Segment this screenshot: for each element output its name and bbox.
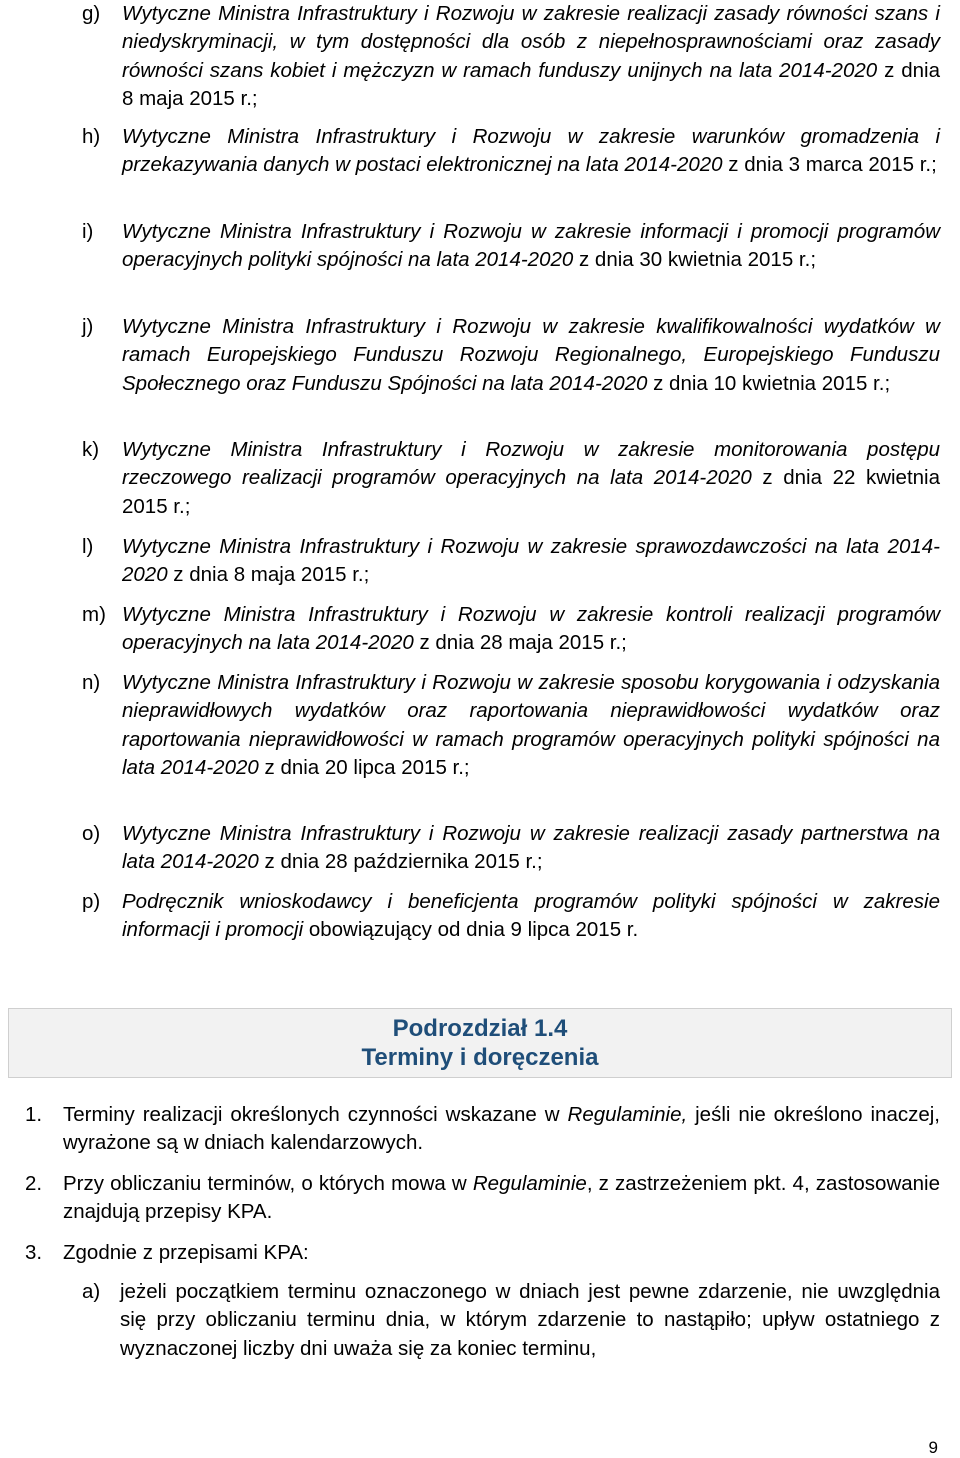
list-item <box>82 669 940 783</box>
list-item-text: Wytyczne Ministra Infrastruktury i Rozwoju w zakresie sprawozdawczości na lata 2014-2020 z dnia 8 maja 2015 r.; <box>122 535 940 587</box>
list-item-label: i) <box>82 220 94 243</box>
list-item <box>82 888 940 945</box>
numbered-item <box>25 1101 940 1158</box>
list-item-label: o) <box>82 822 101 845</box>
list-item-text: Wytyczne Ministra Infrastruktury i Rozwoju w zakresie monitorowania postępu rzeczowego realizacji programów operacyjnych na lata 2014-2020 z dnia 22 kwietnia 2015 r.; <box>122 438 941 518</box>
list-item-label: h) <box>82 125 101 148</box>
numbered-item <box>25 1239 940 1267</box>
section-number: Podrozdział 1.4 <box>392 1015 568 1042</box>
numbered-item <box>25 1170 940 1227</box>
list-item-label: n) <box>82 671 101 694</box>
list-item <box>82 533 940 590</box>
section-heading <box>8 1008 952 1078</box>
list-item-text: Wytyczne Ministra Infrastruktury i Rozwoju w zakresie sposobu korygowania i odzyskania nieprawidłowych wydatków oraz raportowania nieprawidłowości wydatków oraz raportowania nieprawidłowości w ramach programów operacyjnych polityki spójności na lata 2014-2020 z dnia 20 lipca 2015 r.; <box>122 671 940 780</box>
list-item <box>82 820 940 877</box>
list-item-text: Wytyczne Ministra Infrastruktury i Rozwoju w zakresie realizacji zasady równości szans i niedyskryminacji, w tym dostępności dla osób z niepełnosprawnościami oraz zasady równości szans kobiet i mężczyzn w ramach funduszy unijnych na lata 2014-2020 z dnia 8 maja 2015 r.; <box>122 2 941 111</box>
list-item-text: Podręcznik wnioskodawcy i beneficjenta programów polityki spójności w zakresie informacji i promocji obowiązujący od dnia 9 lipca 2015 r. <box>122 890 940 942</box>
list-item-label: k) <box>82 438 100 461</box>
sub-item-text: jeżeli początkiem terminu oznaczonego w dniach jest pewne zdarzenie, nie uwzględnia się przy obliczaniu terminu dnia, w którym zdarzenie to nastąpiło; upływ ostatniego z wyznaczonej liczby dni uważa się za koniec terminu, <box>120 1280 940 1360</box>
sub-item <box>82 1278 940 1363</box>
page-number: 9 <box>928 1438 938 1457</box>
numbered-item-label: 1. <box>25 1103 43 1126</box>
list-item-text: Wytyczne Ministra Infrastruktury i Rozwoju w zakresie realizacji zasady partnerstwa na lata 2014-2020 z dnia 28 października 2015 r.; <box>122 822 940 874</box>
list-item <box>82 0 940 114</box>
list-item-label: g) <box>82 2 101 25</box>
list-item-text: Wytyczne Ministra Infrastruktury i Rozwoju w zakresie kwalifikowalności wydatków w ramach Europejskiego Funduszu Rozwoju Regionalnego, Europejskiego Funduszu Społecznego oraz Funduszu Spójności na lata 2014-2020 z dnia 10 kwietnia 2015 r.; <box>122 315 940 395</box>
numbered-item-text: Terminy realizacji określonych czynności wskazane w Regulaminie, jeśli nie określono inaczej, wyrażone są w dniach kalendarzowych. <box>63 1103 940 1155</box>
list-item-label: j) <box>82 315 94 338</box>
numbered-item-text: Przy obliczaniu terminów, o których mowa w Regulaminie, z zastrzeżeniem pkt. 4, zastosowanie znajdują przepisy KPA. <box>63 1172 941 1224</box>
list-item <box>82 218 940 275</box>
list-item-label: p) <box>82 890 101 913</box>
list-item <box>82 601 940 658</box>
section-title: Terminy i doręczenia <box>361 1044 599 1071</box>
numbered-item-label: 2. <box>25 1172 43 1195</box>
list-item <box>82 436 940 521</box>
numbered-item-label: 3. <box>25 1241 43 1264</box>
list-item-text: Wytyczne Ministra Infrastruktury i Rozwoju w zakresie kontroli realizacji programów operacyjnych na lata 2014-2020 z dnia 28 maja 2015 r.; <box>122 603 940 655</box>
sub-item-label: a) <box>82 1280 101 1303</box>
list-item <box>82 123 940 180</box>
numbered-item-text: Zgodnie z przepisami KPA: <box>63 1241 309 1264</box>
list-item-text: Wytyczne Ministra Infrastruktury i Rozwoju w zakresie informacji i promocji programów operacyjnych polityki spójności na lata 2014-2020 z dnia 30 kwietnia 2015 r.; <box>122 220 940 272</box>
list-item-label: l) <box>82 535 94 558</box>
list-item-text: Wytyczne Ministra Infrastruktury i Rozwoju w zakresie warunków gromadzenia i przekazywania danych w postaci elektronicznej na lata 2014-2020 z dnia 3 marca 2015 r.; <box>122 125 940 177</box>
list-item <box>82 313 940 398</box>
list-item-label: m) <box>82 603 106 626</box>
